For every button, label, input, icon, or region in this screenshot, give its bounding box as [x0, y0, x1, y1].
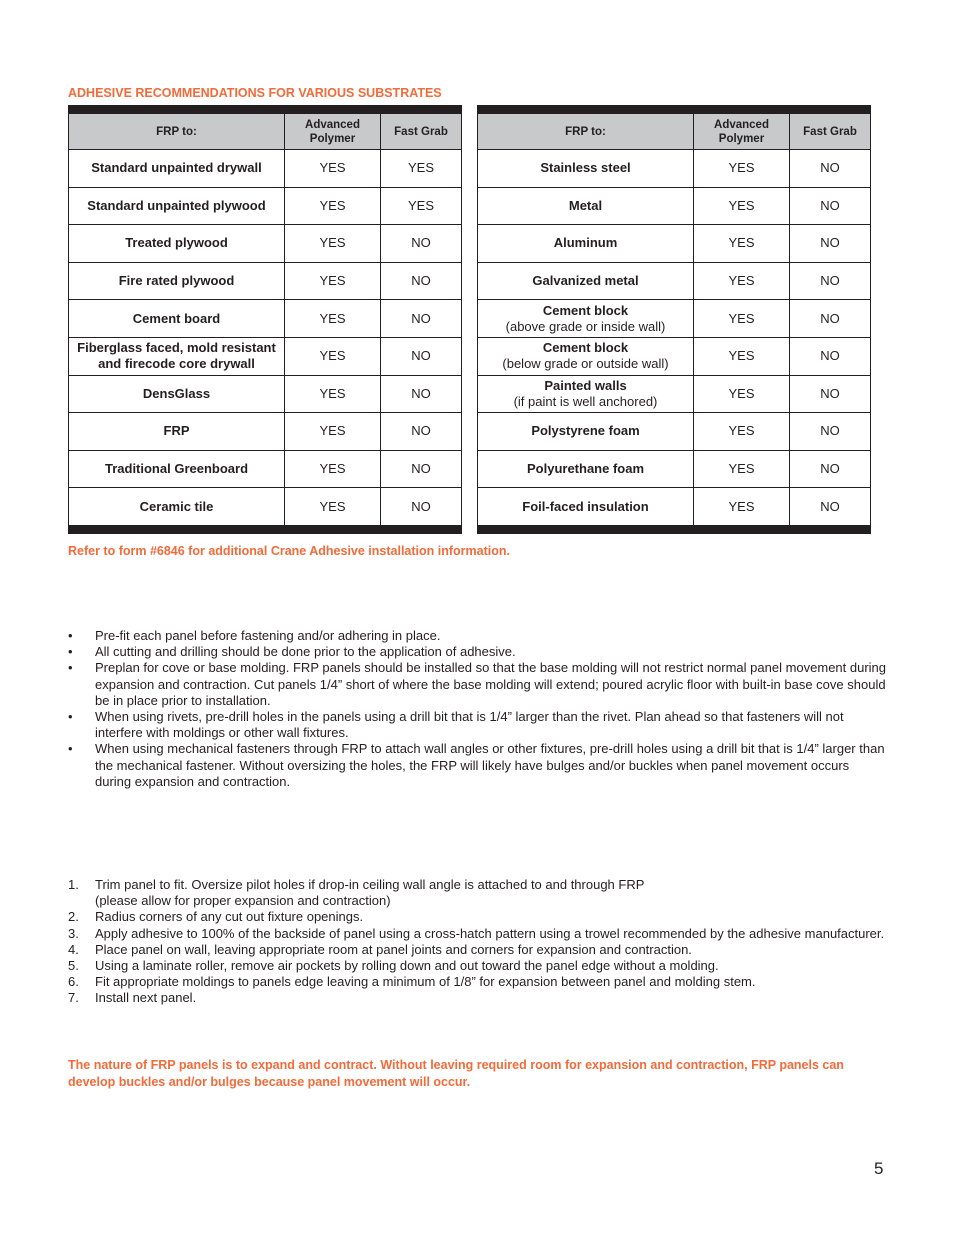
advanced-polymer-cell: YES	[285, 262, 381, 300]
step-item	[68, 877, 888, 909]
list-item-text: When using mechanical fasteners through FRP to attach wall angles or other fixtures, pre-drill holes using a drill bit that is 1/4” larger than the mechanical fastener. Without oversizing the holes, the FRP will likely have bulges and/or buckles when panel movement occurs during expansion and contraction.	[95, 741, 885, 789]
step-number: 5.	[68, 958, 79, 974]
substrate-cell	[69, 150, 285, 188]
step-text: Apply adhesive to 100% of the backside of panel using a cross-hatch pattern using a trowel recommended by the adhesive manufacturer.	[95, 925, 885, 941]
advanced-polymer-cell: YES	[285, 187, 381, 225]
fast-grab-cell: NO	[381, 450, 462, 488]
substrate-name: DensGlass	[142, 385, 211, 401]
bullet-marker: •	[68, 660, 73, 676]
fast-grab-cell: NO	[381, 375, 462, 413]
table-row	[69, 187, 462, 225]
fast-grab-cell: NO	[790, 488, 871, 530]
fast-grab-cell: NO	[790, 150, 871, 188]
fast-grab-cell: NO	[790, 300, 871, 338]
advanced-polymer-cell: YES	[285, 337, 381, 375]
step-number: 2.	[68, 909, 79, 925]
substrate-cell	[478, 150, 694, 188]
table-row	[69, 337, 462, 375]
substrate-name: Treated plywood	[125, 235, 228, 251]
guidelines-list	[68, 628, 888, 790]
table-row	[478, 375, 871, 413]
list-item	[68, 741, 888, 790]
header-advanced-polymer: Advanced Polymer	[285, 110, 381, 150]
substrate-cell	[478, 262, 694, 300]
installation-steps-list	[68, 877, 888, 1007]
step-item	[68, 958, 888, 974]
fast-grab-cell: NO	[381, 225, 462, 263]
fast-grab-cell: NO	[381, 300, 462, 338]
substrate-cell	[478, 300, 694, 338]
substrate-cell	[478, 225, 694, 263]
table-row	[69, 300, 462, 338]
advanced-polymer-cell: YES	[285, 413, 381, 451]
fast-grab-cell: NO	[790, 225, 871, 263]
substrate-cell	[69, 450, 285, 488]
substrate-cell	[478, 413, 694, 451]
closing-note: The nature of FRP panels is to expand and contract. Without leaving required room for expansion and contraction, FRP panels can develop buckles and/or bulges because panel movement will occur.	[68, 1058, 844, 1089]
advanced-polymer-cell: YES	[694, 450, 790, 488]
section-title: ADHESIVE RECOMMENDATIONS FOR VARIOUS SUBSTRATES	[68, 86, 442, 100]
fast-grab-cell: NO	[381, 262, 462, 300]
substrate-name: Fire rated plywood	[118, 273, 235, 289]
substrate-cell	[478, 337, 694, 375]
table-header-row	[69, 110, 462, 150]
advanced-polymer-cell: YES	[694, 225, 790, 263]
step-item	[68, 974, 888, 990]
substrate-name: Standard unpainted drywall	[91, 160, 262, 176]
substrate-note: (below grade or outside wall)	[502, 356, 669, 372]
step-text: Trim panel to fit. Oversize pilot holes if drop-in ceiling wall angle is attached to and through FRP	[95, 877, 645, 892]
substrate-cell	[69, 300, 285, 338]
substrate-name: Fiberglass faced, mold resistant and firecode core drywall	[77, 340, 276, 372]
substrate-name: Cement board	[132, 310, 221, 326]
substrate-name: Polyurethane foam	[526, 461, 645, 477]
substrate-name: FRP	[163, 423, 190, 439]
substrate-cell	[69, 488, 285, 530]
substrate-name: Stainless steel	[540, 160, 631, 176]
fast-grab-cell: NO	[790, 413, 871, 451]
substrate-cell	[69, 413, 285, 451]
substrate-cell	[478, 488, 694, 530]
fast-grab-cell: NO	[790, 450, 871, 488]
advanced-polymer-cell: YES	[285, 450, 381, 488]
fast-grab-cell: YES	[381, 150, 462, 188]
adhesive-table-right	[477, 105, 871, 534]
fast-grab-cell: NO	[790, 375, 871, 413]
substrate-name: Aluminum	[553, 235, 618, 251]
substrate-cell	[69, 187, 285, 225]
advanced-polymer-cell: YES	[285, 150, 381, 188]
substrate-cell	[69, 375, 285, 413]
header-fast-grab: Fast Grab	[790, 110, 871, 150]
header-frp-to: FRP to:	[478, 110, 694, 150]
advanced-polymer-cell: YES	[694, 262, 790, 300]
table-row	[69, 413, 462, 451]
substrate-name: Polystyrene foam	[531, 423, 640, 439]
bullet-marker: •	[68, 644, 73, 660]
table-row	[478, 450, 871, 488]
substrate-name: Galvanized metal	[532, 273, 639, 289]
bullet-marker: •	[68, 628, 73, 643]
step-item	[68, 926, 888, 942]
list-item	[68, 628, 888, 644]
substrate-note: (if paint is well anchored)	[513, 393, 658, 409]
fast-grab-cell: NO	[381, 337, 462, 375]
substrate-cell	[478, 375, 694, 413]
header-advanced-polymer: Advanced Polymer	[694, 110, 790, 150]
advanced-polymer-cell: YES	[694, 413, 790, 451]
table-header-row	[478, 110, 871, 150]
bullet-marker: •	[68, 709, 73, 725]
step-item	[68, 942, 888, 958]
bullet-marker: •	[68, 741, 73, 757]
table-row	[69, 150, 462, 188]
substrate-name: Cement block	[542, 302, 629, 318]
step-item	[68, 990, 888, 1006]
substrate-note: (above grade or inside wall)	[505, 318, 666, 334]
table-row	[69, 225, 462, 263]
table-row	[478, 187, 871, 225]
substrate-name: Foil-faced insulation	[522, 498, 649, 514]
adhesive-table-left	[68, 105, 462, 534]
step-number: 7.	[68, 990, 79, 1006]
fast-grab-cell: NO	[381, 413, 462, 451]
step-number: 4.	[68, 941, 79, 957]
table-row	[478, 262, 871, 300]
advanced-polymer-cell: YES	[694, 187, 790, 225]
list-item-text: Preplan for cove or base molding. FRP panels should be installed so that the base molding will not restrict normal panel movement during expansion and contraction. Cut panels 1/4” short of where the base molding will extend; poured acrylic floor with built-in base cove should be in place prior to installation.	[95, 660, 887, 708]
advanced-polymer-cell: YES	[285, 225, 381, 263]
fast-grab-cell: YES	[381, 187, 462, 225]
table-row	[478, 225, 871, 263]
advanced-polymer-cell: YES	[285, 375, 381, 413]
table-row	[478, 150, 871, 188]
list-item	[68, 709, 888, 741]
list-item	[68, 644, 888, 660]
substrate-cell	[69, 337, 285, 375]
table-row	[69, 450, 462, 488]
advanced-polymer-cell: YES	[694, 300, 790, 338]
table-row	[69, 262, 462, 300]
advanced-polymer-cell: YES	[694, 337, 790, 375]
substrate-name: Ceramic tile	[139, 498, 214, 514]
header-fast-grab: Fast Grab	[381, 110, 462, 150]
fast-grab-cell: NO	[790, 337, 871, 375]
page-number: 5	[874, 1159, 884, 1178]
substrate-name: Metal	[568, 197, 603, 213]
substrate-cell	[69, 225, 285, 263]
refer-note: Refer to form #6846 for additional Crane Adhesive installation information.	[68, 544, 510, 558]
step-text: Install next panel.	[95, 990, 197, 1006]
table-row	[478, 300, 871, 338]
table-row	[478, 488, 871, 530]
substrate-name: Cement block	[542, 340, 629, 356]
fast-grab-cell: NO	[790, 262, 871, 300]
substrate-cell	[478, 450, 694, 488]
table-row	[69, 488, 462, 530]
list-item-text: When using rivets, pre-drill holes in the panels using a drill bit that is 1/4” larger than the rivet. Plan ahead so that fasteners will not interfere with moldings or other wall fixtures.	[95, 709, 844, 741]
substrate-name: Painted walls	[544, 377, 627, 393]
step-number: 6.	[68, 974, 79, 990]
table-row	[69, 375, 462, 413]
advanced-polymer-cell: YES	[694, 375, 790, 413]
substrate-cell	[69, 262, 285, 300]
advanced-polymer-cell: YES	[694, 150, 790, 188]
step-number: 1.	[68, 877, 79, 892]
list-item-text: Pre-fit each panel before fastening and/or adhering in place.	[95, 628, 441, 643]
step-number: 3.	[68, 925, 79, 941]
list-item-text: All cutting and drilling should be done prior to the application of adhesive.	[95, 644, 516, 660]
substrate-name: Traditional Greenboard	[104, 461, 249, 477]
advanced-polymer-cell: YES	[285, 300, 381, 338]
advanced-polymer-cell: YES	[285, 488, 381, 530]
substrate-cell	[478, 187, 694, 225]
table-row	[478, 337, 871, 375]
step-text-continued: (please allow for proper expansion and contraction)	[95, 893, 391, 909]
step-text: Place panel on wall, leaving appropriate room at panel joints and corners for expansion and contraction.	[95, 941, 692, 957]
step-item	[68, 909, 888, 925]
header-frp-to: FRP to:	[69, 110, 285, 150]
advanced-polymer-cell: YES	[694, 488, 790, 530]
fast-grab-cell: NO	[381, 488, 462, 530]
step-text: Fit appropriate moldings to panels edge leaving a minimum of 1/8” for expansion between panel and molding stem.	[95, 974, 756, 990]
substrate-name: Standard unpainted plywood	[87, 197, 266, 213]
step-text: Using a laminate roller, remove air pockets by rolling down and out toward the panel edge without a molding.	[95, 958, 719, 974]
list-item	[68, 660, 888, 709]
step-text: Radius corners of any cut out fixture openings.	[95, 909, 364, 925]
fast-grab-cell: NO	[790, 187, 871, 225]
table-row	[478, 413, 871, 451]
